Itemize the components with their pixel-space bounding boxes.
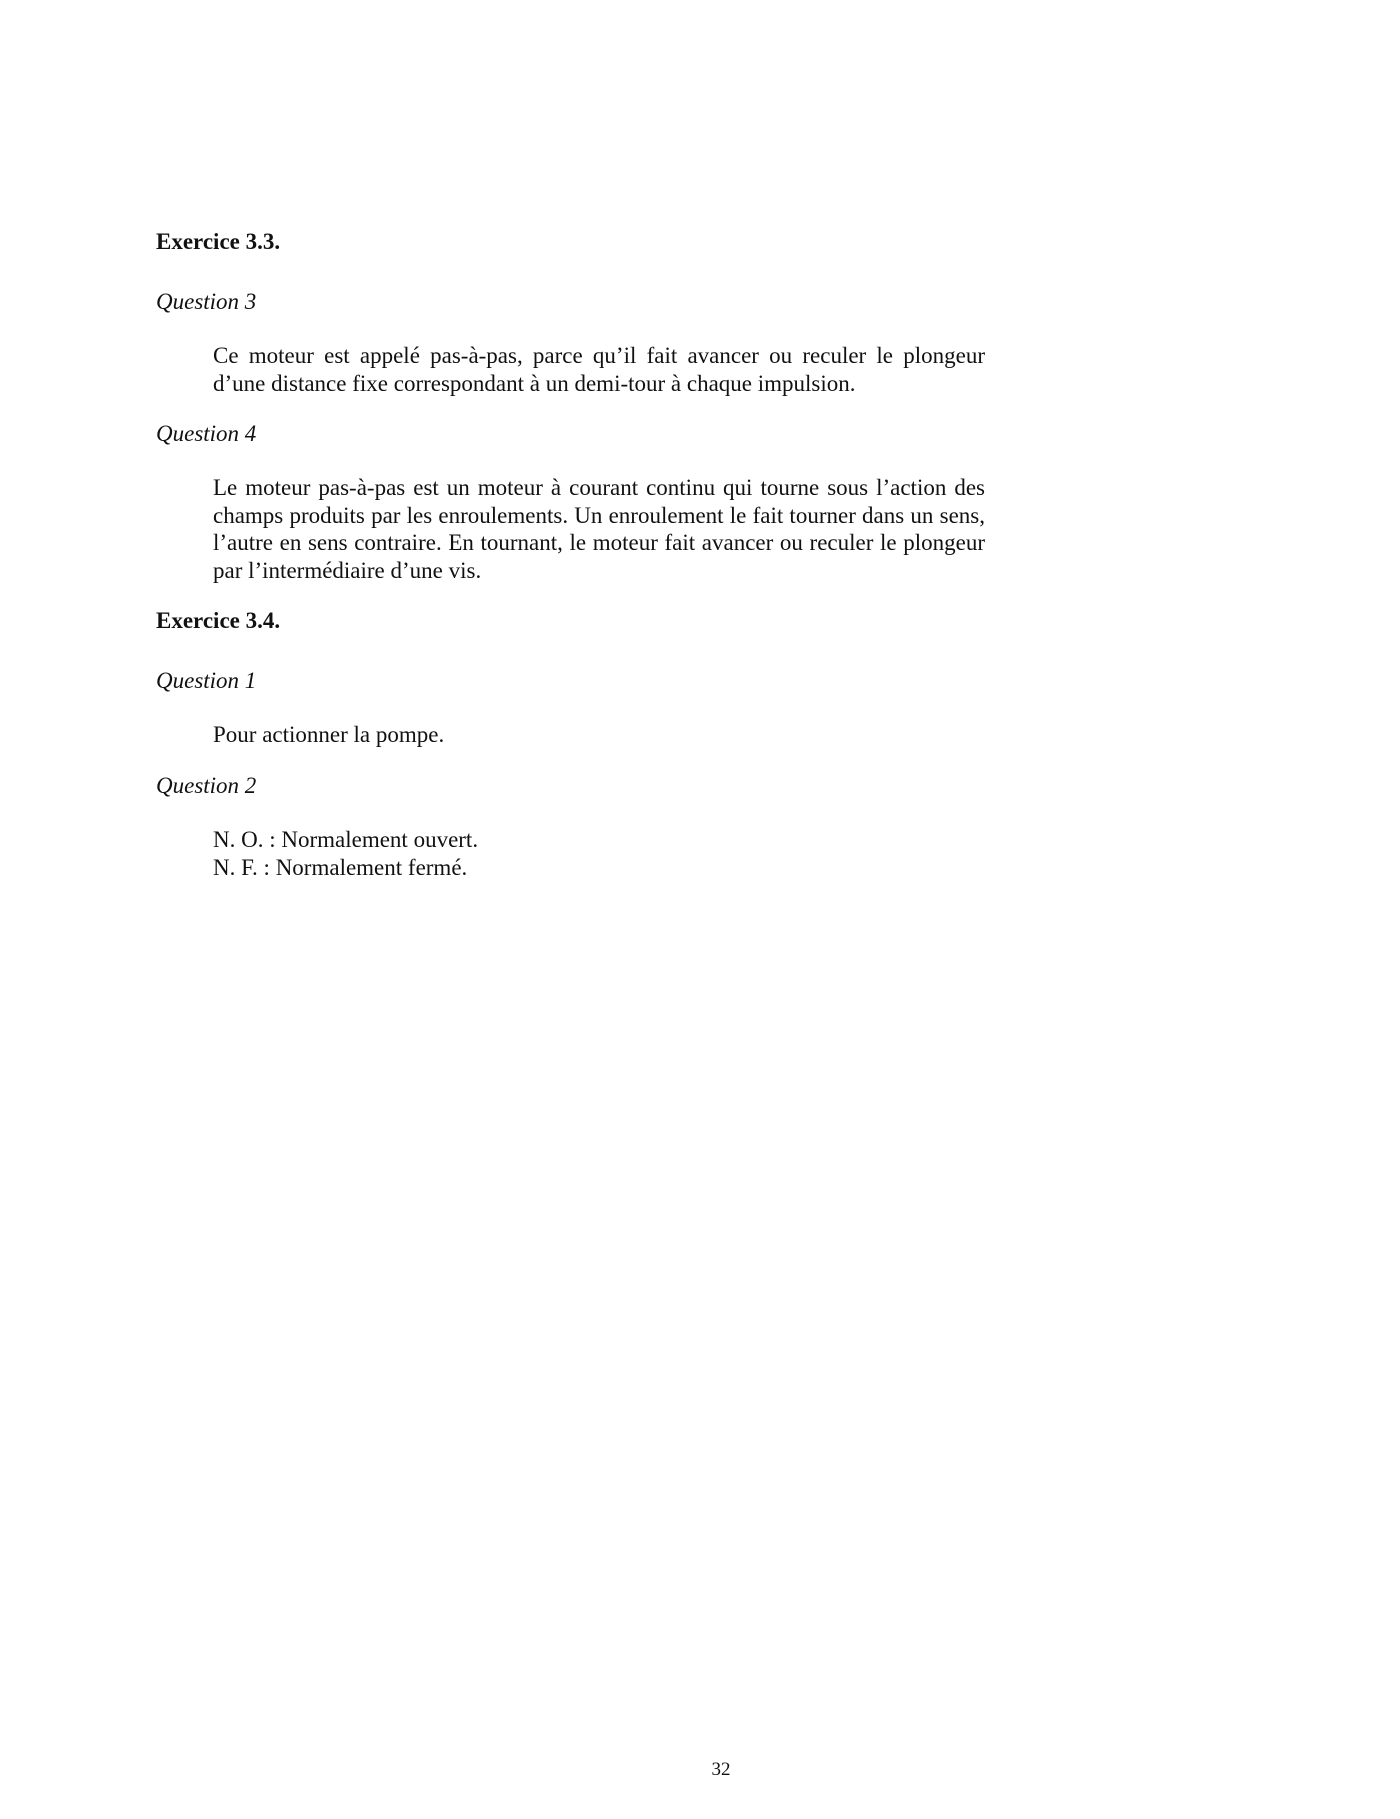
exercise-3-4-question-2-answer xyxy=(213,826,985,881)
exercise-3-4-question-2-label: Question 2 xyxy=(156,773,257,798)
exercise-3-3-question-3-answer: Ce moteur est appelé pas-à-pas, parce qu’il fait avancer ou reculer le plongeur d’une distance fixe correspondant à un demi-tour à chaque impulsion. xyxy=(213,343,985,396)
exercise-3-4-question-1-label: Question 1 xyxy=(156,668,257,693)
exercise-3-3-title: Exercice 3.3. xyxy=(156,229,281,254)
answer-line-normally-closed: N. F. : Normalement fermé. xyxy=(213,854,468,880)
exercise-3-4-question-1-answer: Pour actionner la pompe. xyxy=(213,722,445,747)
exercise-3-3-question-4-answer: Le moteur pas-à-pas est un moteur à courant continu qui tourne sous l’action des champs produits par les enroulements. Un enroulement le fait tourner dans un sens, l’autre en sens contraire. En tournant, le moteur fait avancer ou reculer le plongeur par l’intermédiaire d’une vis. xyxy=(213,475,985,583)
exercise-3-3-question-4-label: Question 4 xyxy=(156,421,257,446)
page-number: 32 xyxy=(711,1759,731,1780)
exercise-3-3-question-3-label: Question 3 xyxy=(156,289,257,314)
answer-line-normally-open: N. O. : Normalement ouvert. xyxy=(213,827,479,852)
exercise-3-4-title: Exercice 3.4. xyxy=(156,608,281,633)
